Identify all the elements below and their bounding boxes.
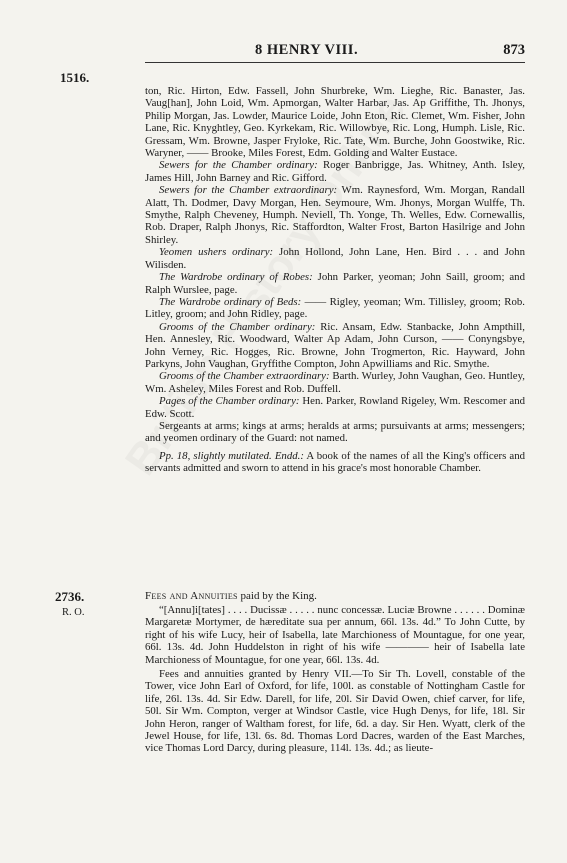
running-title: 8 HENRY VIII. <box>255 42 359 58</box>
sergeants-line: Sergeants at arms; kings at arms; heralds at arms; pursuivants at arms; messengers; and yeomen ordinary of the Guard: not named. <box>145 419 525 445</box>
list-item-text: John Hollond, John Lane, Hen. Bird . . . and John Wilisden. <box>145 246 525 271</box>
list-item-label: Pages of the Chamber ordinary: <box>159 395 300 408</box>
list-item-text: Ric. Ansam, Edw. Stanbacke, John Ampthill, Hen. Annesley, Ric. Woodward, Walter Ap Adam, John Curson, —— Conyngsbye, John Verney, Ric. Hogges, Ric. Browne, John Trogmerton, Ric. Hayward, John Parkyns, John Vaughan, Gryffithe Compton, John Apwilliams and Ric. Smythe. <box>145 320 525 370</box>
entry-body <box>145 604 525 755</box>
entry-paragraph: “[Annu]i[tates] . . . . Ducissæ . . . . . nunc concessæ. Luciæ Browne . . . . . . Dominæ Margaretæ Mortymer, de hæreditate sua per annum, 66l. 13s. 4d.” To John Cutte, by right of his wife Lucy, heir of Isabella, late Marchioness of Mountague, for one year, 66l. 13s. 4d. John Huddelston in right of his wife ———— heir of Isabella late Marchioness of Mountague, for one year, 66l. 13s. 4d. <box>145 604 525 666</box>
list-item-label: Yeomen ushers ordinary: <box>159 246 274 259</box>
list-item-text: —— Rigley, yeoman; Wm. Tillisley, groom; Rob. Litley, groom; and John Ridley, page. <box>145 295 525 321</box>
entry-title-rest: paid by the King. <box>237 590 317 602</box>
officer-list <box>145 85 525 475</box>
list-item-text: Barth. Wurley, John Vaughan, Geo. Huntley, Wm. Asheley, Miles Forest and Rob. Duffell. <box>145 370 526 395</box>
endorsement-label: Pp. 18, slightly mutilated. Endd.: <box>159 449 304 462</box>
entry-title <box>145 590 525 602</box>
list-item <box>145 321 525 371</box>
list-item-label: Sewers for the Chamber extraordinary: <box>159 184 338 197</box>
list-continuation: ton, Ric. Hirton, Edw. Fassell, John Shurbreke, Wm. Lieghe, Ric. Banaster, Jas. Vaug[han], John Loid, Wm. Apmorgan, Walter Harbar, Jas. Ap Griffithe, Th. Jhonys, Philip Morgan, Jas. Lowder, Maurice Loide, John Eton, Ric. Clemet, Wm. Fisher, John Lane, Ric. Knyghtley, Geo. Kyrkekam, Ric. Willowbye, Ric. Long, Humph. Lisle, Ric. Gressam, Wm. Browne, Jasper Fryloke, Ric. Tate, Wm. Burche, John Goostwike, Ric. Waryner, —— Brooke, Miles Forest, Edm. Golding and Walter Eustace. <box>145 85 525 160</box>
list-item-text: Roger Banbrigge, Jas. Whitney, Anth. Isley, James Hill, John Barney and Ric. Gifford. <box>145 159 525 184</box>
entry-title-smallcaps: Fees and Annuities <box>145 590 238 602</box>
endorsement-note <box>145 450 525 475</box>
source-label: R. O. <box>62 607 85 618</box>
list-item-text: Hen. Parker, Rowland Rigeley, Wm. Rescomer and Edw. Scott. <box>145 395 525 420</box>
page-number: 873 <box>503 42 525 58</box>
list-item <box>145 370 525 395</box>
list-item <box>145 159 525 184</box>
list-item-text: John Parker, yeoman; John Saill, groom; and Ralph Wurslee, page. <box>145 271 525 296</box>
list-item <box>145 395 525 420</box>
list-item <box>145 296 525 321</box>
list-item-label: The Wardrobe ordinary of Robes: <box>159 271 313 284</box>
header-rule <box>145 62 525 63</box>
list-item-text: Wm. Raynesford, Wm. Morgan, Randall Alatt, Th. Dodmer, Davy Morgan, Hen. Seymoure, Wm. Jhonys, Morgan Wulffe, Th. Smythe, Ralph Cheveney, Humph. Neviell, Th. Yonge, Th. Welles, Edw. Cornewallis, Rob. Draper, Ralph Jhonys, Ric. Staffordton, Walter Frost, Barton Hasilrige and John Shirley. <box>145 184 525 246</box>
list-item-label: Grooms of the Chamber ordinary: <box>159 320 316 333</box>
list-item-label: Grooms of the Chamber extraordinary: <box>159 370 330 383</box>
year-margin-label: 1516. <box>60 70 90 85</box>
entry-number: 2736. <box>55 589 85 604</box>
list-item <box>145 271 525 296</box>
list-item <box>145 246 525 271</box>
list-item-label: The Wardrobe ordinary of Beds: <box>159 295 302 308</box>
list-item-label: Sewers for the Chamber ordinary: <box>159 159 318 172</box>
list-item <box>145 184 525 246</box>
endorsement-text: A book of the names of all the King's officers and servants admitted and sworn to attend in his grace's most honorable Chamber. <box>145 449 525 475</box>
entry-paragraph: Fees and annuities granted by Henry VII.—To Sir Th. Lovell, constable of the Tower, vice John Earl of Oxford, for life, 100l. as constable of Nottingham Castle for life, 26l. 13s. 4d. Sir Edw. Darell, for life, 20l. Sir David Owen, chief carver, for life, 50l. Sir Wm. Compton, verger at Windsor Castle, vice Hugh Denys, for life, 18l. Sir John Heron, ranger of Waltham forest, for life, 6d. a day. Sir Hen. Wyatt, clerk of the Jewel House, for life, 13l. 6s. 8d. Thomas Lord Dacres, warden of the East Marches, vice Thomas Lord Darcy, during pleasure, 114l. 13s. 4d.; as lieute- <box>145 668 525 755</box>
page-header <box>145 42 525 60</box>
